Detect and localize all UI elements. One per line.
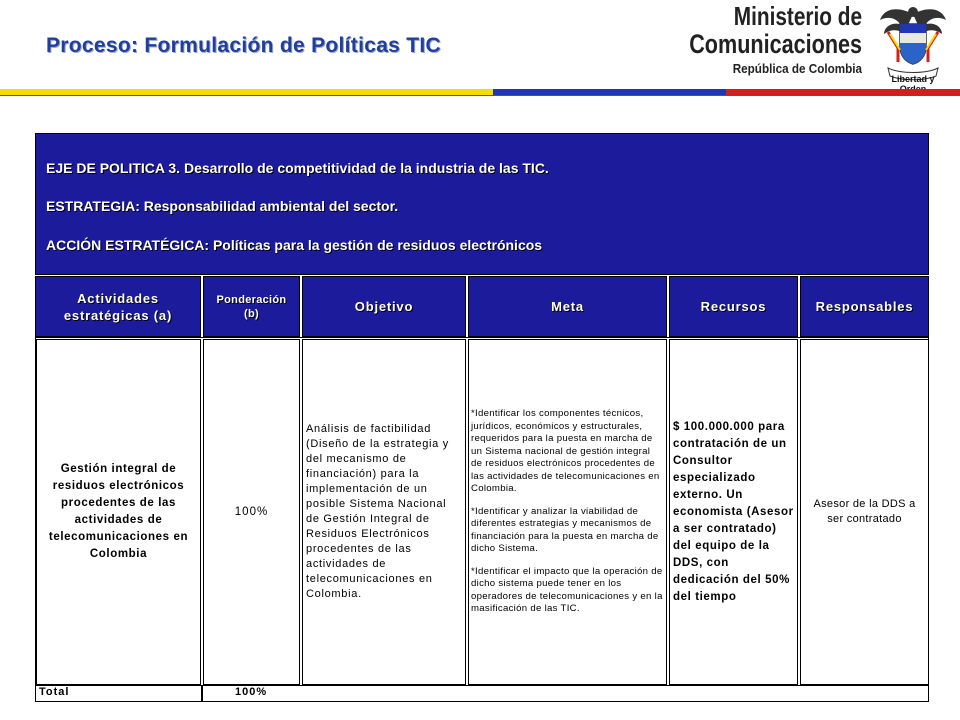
ministry-logo-text	[646, 2, 862, 78]
colombia-coat-of-arms-icon	[878, 2, 948, 88]
column-header-label: Meta	[551, 299, 584, 314]
actividad-text: Gestión integral de residuos electrónicos procedentes de las actividades de telecomunicaciones en Colombia	[48, 463, 189, 560]
total-row	[35, 685, 929, 702]
meta-item: *Identificar los componentes técnicos, jurídicos, económicos y estructurales, requeridos para la puesta en marcha de un Sistema nacional de gestión integral de residuos electrónicos procedentes de las actividades de telecomunicaciones en Colombia.	[471, 408, 660, 495]
ministry-line-2: Comunicaciones	[689, 29, 862, 59]
column-header-ponderacion	[203, 276, 300, 337]
accion-text: ACCIÓN ESTRATÉGICA: Políticas para la gestión de residuos electrónicos	[46, 237, 543, 253]
column-header-label: Ponderación	[216, 293, 287, 306]
ministry-line-3: República de Colombia	[732, 61, 862, 76]
cell-actividad	[36, 339, 201, 685]
cell-recursos	[669, 339, 798, 685]
column-header-label: Actividades	[77, 290, 159, 306]
meta-item: *Identificar y analizar la viabilidad de diferentes estrategias y mecanismos de financiación para la puesta en marcha de dicho Sistema.	[471, 505, 659, 555]
column-header-actividades	[35, 276, 201, 337]
cell-meta	[468, 339, 667, 685]
policy-context-box	[35, 133, 929, 275]
column-header-label: Recursos	[700, 299, 767, 314]
column-header-label-2: estratégicas (a)	[63, 307, 173, 323]
column-header-label-2: (b)	[244, 307, 259, 320]
stripe-underline	[0, 95, 960, 96]
column-header-label: Responsables	[815, 299, 914, 314]
column-header-label: Objetivo	[354, 299, 414, 314]
cell-responsables	[800, 339, 929, 685]
column-header-responsables	[800, 276, 929, 337]
meta-list	[471, 408, 664, 616]
column-header-recursos	[669, 276, 798, 337]
objetivo-text: Análisis de factibilidad (Diseño de la estrategia y del mecanismo de financiación) para la implementación de un posible Sistema Nacional de Gestión Integral de Residuos Electrónicos procedentes de las actividades de telecomunicaciones en Colombia.	[306, 423, 449, 600]
responsables-text: Asesor de la DDS a ser contratado	[813, 498, 916, 525]
cell-objetivo	[302, 339, 466, 685]
ponderacion-text: 100%	[234, 506, 269, 518]
eje-text: EJE DE POLITICA 3. Desarrollo de competitividad de la industria de las TIC.	[46, 160, 549, 176]
column-header-objetivo	[302, 276, 466, 337]
cell-ponderacion	[203, 339, 300, 685]
meta-item: *Identificar el impacto que la operación de dicho sistema puede tener en los operadores de telecomunicaciones y en la masificación de las TIC.	[471, 565, 663, 615]
estrategia-text: ESTRATEGIA: Responsabilidad ambiental del sector.	[46, 198, 399, 214]
ministry-line-1: Ministerio de	[733, 1, 862, 31]
total-label: Total	[39, 686, 70, 698]
column-header-meta	[468, 276, 667, 337]
recursos-text: $ 100.000.000 para contratación de un Consultor especializado externo. Un economista (Asesor a ser contratado) del equipo de la DDS, con dedicación del 50% del tiempo	[673, 420, 794, 603]
page-title: Proceso: Formulación de Políticas TIC	[46, 34, 442, 57]
crest-motto: Libertad y	[891, 74, 935, 84]
total-row-divider	[201, 685, 203, 702]
total-value: 100%	[235, 686, 268, 698]
